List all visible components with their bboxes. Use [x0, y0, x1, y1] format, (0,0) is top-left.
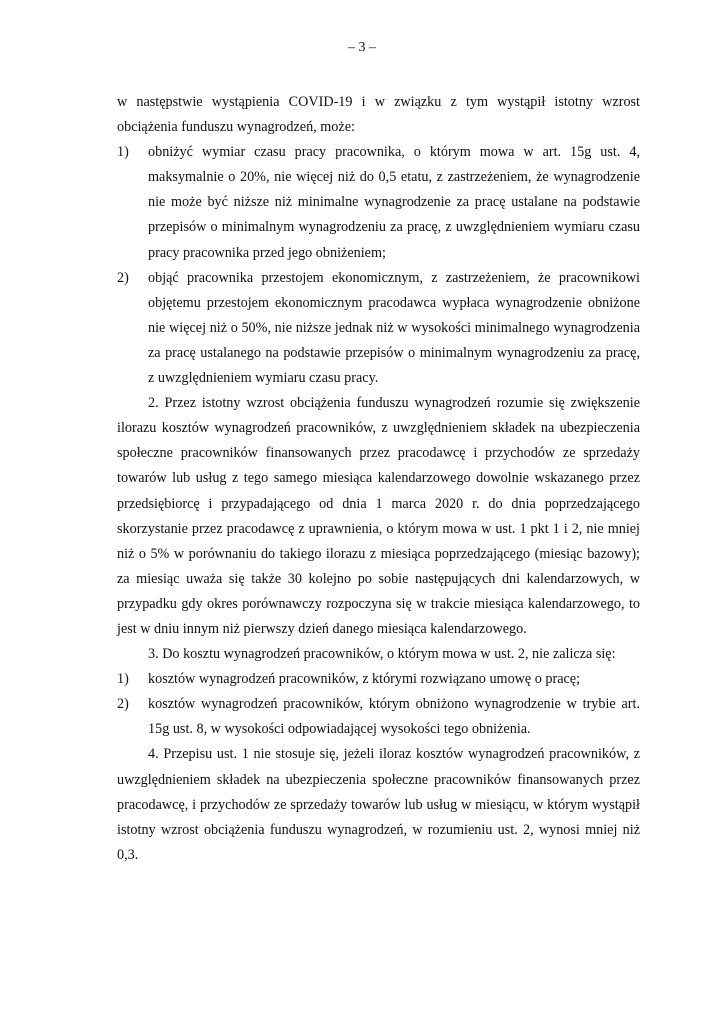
list-item: [117, 692, 640, 742]
list-item-number: 1): [117, 671, 129, 688]
page-number: – 3 –: [348, 40, 376, 55]
document-body: [117, 90, 640, 868]
paragraph-4: 4. Przepisu ust. 1 nie stosuje się, jeżeli iloraz kosztów wynagrodzeń pracowników, z uwzględnieniem składek na ubezpieczenia społeczne pracowników finansowanych przez pracodawcę, i przychodów ze sprzedaży towarów lub usług w miesiącu, w którym wystąpił istotny wzrost obciążenia funduszu wynagrodzeń, w rozumieniu ust. 2, wynosi mniej niż 0,3.: [117, 746, 640, 863]
list-item: [117, 667, 640, 692]
list-item-number: 2): [117, 269, 129, 286]
list-item: [117, 266, 640, 391]
list-item-text: kosztów wynagrodzeń pracowników, z którymi rozwiązano umowę o pracę;: [148, 671, 581, 688]
list-item-number: 2): [117, 696, 129, 713]
list-item: [117, 140, 640, 265]
list-item-number: 1): [117, 144, 129, 161]
list-item-text: kosztów wynagrodzeń pracowników, którym obniżono wynagrodzenie w trybie art. 15g ust. 8, w wysokości odpowiadającej wysokości tego obniżenia.: [148, 696, 640, 738]
paragraph-2: 2. Przez istotny wzrost obciążenia funduszu wynagrodzeń rozumie się zwiększenie ilorazu kosztów wynagrodzeń pracowników, z uwzględnieniem składek na ubezpieczenia społeczne pracowników finansowanych przez pracodawcę i przychodów ze sprzedaży towarów lub usług z tego samego miesiąca kalendarzowego dowolnie wskazanego przez przedsiębiorcę i przypadającego od dnia 1 marca 2020 r. do dnia poprzedzającego skorzystanie przez pracodawcę z uprawnienia, o którym mowa w ust. 1 pkt 1 i 2, nie mniej niż o 5% w porównaniu do takiego ilorazu z miesiąca poprzedzającego (miesiąc bazowy); za miesiąc uważa się także 30 kolejno po sobie następujących dni kalendarzowych, w przypadku gdy okres porównawczy rozpoczyna się w trakcie miesiąca kalendarzowego, to jest w dniu innym niż pierwszy dzień danego miesiąca kalendarzowego.: [117, 395, 640, 637]
list-item-text: objąć pracownika przestojem ekonomicznym, z zastrzeżeniem, że pracownikowi objętemu przestojem ekonomicznym pracodawca wypłaca wynagrodzenie obniżone nie więcej niż o 50%, nie niższe jednak niż w wysokości minimalnego wynagrodzenia za pracę ustalanego na podstawie przepisów o minimalnym wynagrodzeniu za pracę, z uwzględnieniem wymiaru czasu pracy.: [148, 269, 640, 387]
list-item-text: obniżyć wymiar czasu pracy pracownika, o którym mowa w art. 15g ust. 4, maksymalnie o 20%, nie więcej niż do 0,5 etatu, z zastrzeżeniem, że wynagrodzenie nie może być niższe niż minimalne wynagrodzenie za pracę ustalane na podstawie przepisów o minimalnym wynagrodzeniu za pracę, z uwzględnieniem wymiaru czasu pracy pracownika przed jego obniżeniem;: [148, 144, 640, 261]
paragraph-3: 3. Do kosztu wynagrodzeń pracowników, o którym mowa w ust. 2, nie zalicza się:: [148, 646, 616, 663]
intro-paragraph: w następstwie wystąpienia COVID-19 i w związku z tym wystąpił istotny wzrost obciążenia funduszu wynagrodzeń, może:: [117, 94, 640, 136]
